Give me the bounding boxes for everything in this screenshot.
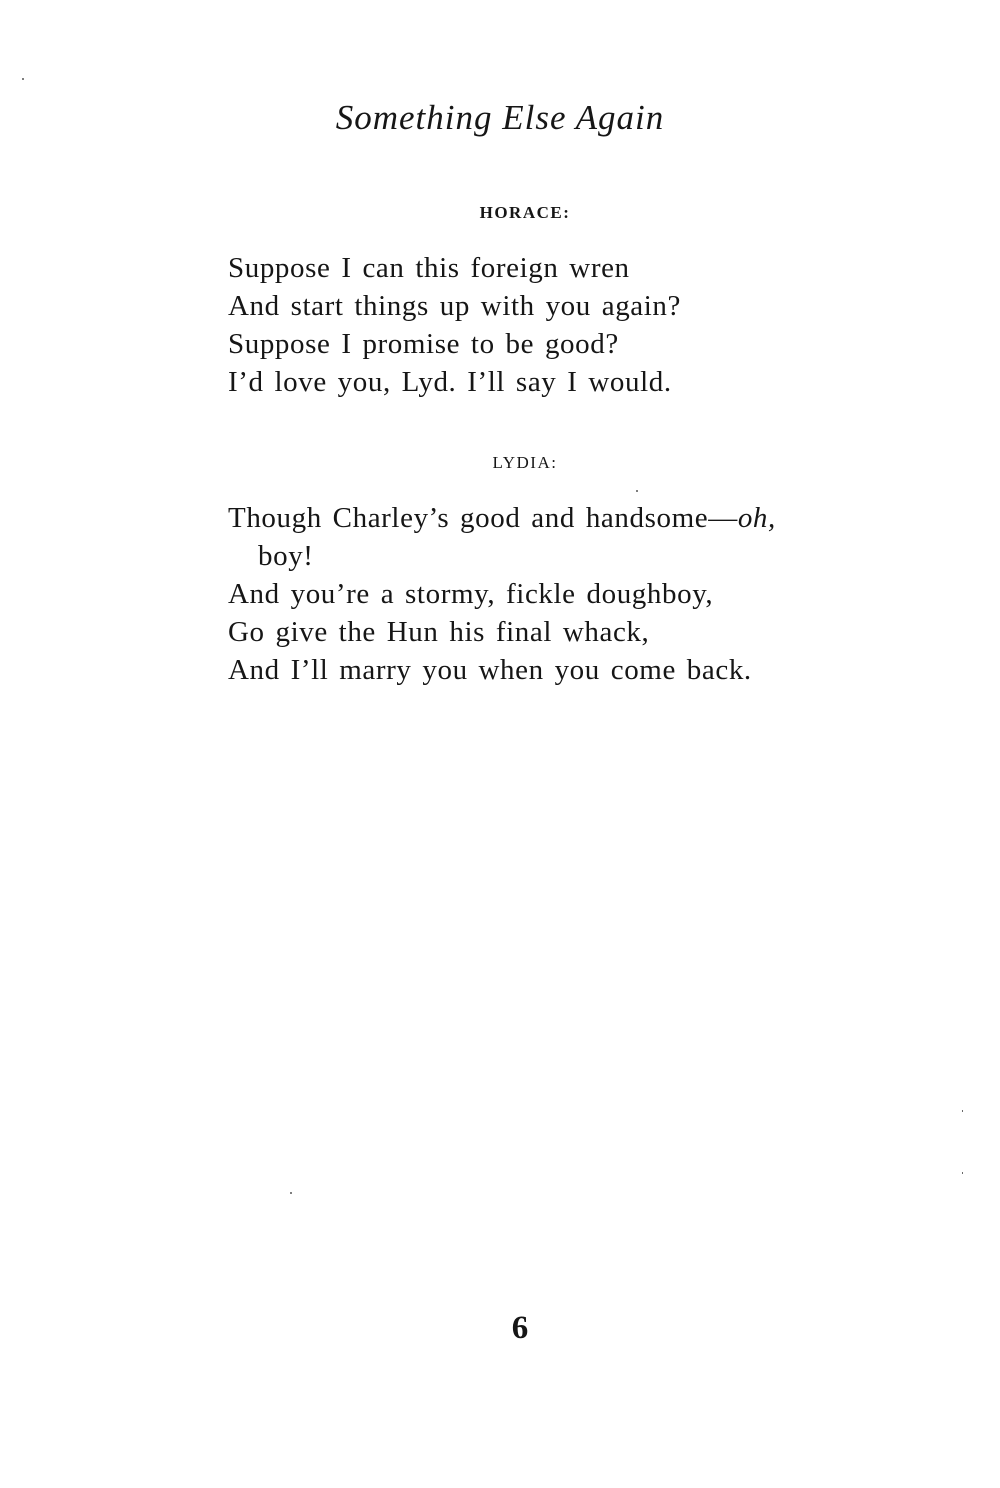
- stanza-horace: [228, 249, 681, 401]
- scan-speck: [636, 490, 638, 492]
- stanza-lydia: [228, 499, 776, 689]
- verse-line: Suppose I can this foreign wren: [228, 252, 630, 284]
- verse-line-continuation: boy!: [258, 540, 314, 572]
- scan-speck: [962, 1110, 963, 1112]
- verse-line-main: Though Charley’s good and handsome—: [228, 502, 738, 534]
- verse-line: [228, 499, 776, 537]
- verse-line: And start things up with you again?: [228, 290, 682, 322]
- verse-line: I’d love you, Lyd. I’ll say I would.: [228, 366, 672, 398]
- verse-line-italic: oh,: [737, 502, 776, 534]
- page-number: 6: [511, 1310, 529, 1346]
- scan-speck: [962, 1172, 963, 1174]
- verse-line: Go give the Hun his final whack,: [228, 616, 650, 648]
- running-head: Something Else Again: [335, 98, 665, 137]
- speaker-horace: HORACE:: [479, 203, 571, 222]
- verse-line: And you’re a stormy, fickle doughboy,: [228, 578, 714, 610]
- scan-speck: [22, 78, 24, 80]
- verse-line: And I’ll marry you when you come back.: [228, 654, 752, 686]
- scan-speck: [290, 1192, 292, 1194]
- verse-line: Suppose I promise to be good?: [228, 328, 619, 360]
- speaker-lydia: LYDIA:: [492, 453, 558, 472]
